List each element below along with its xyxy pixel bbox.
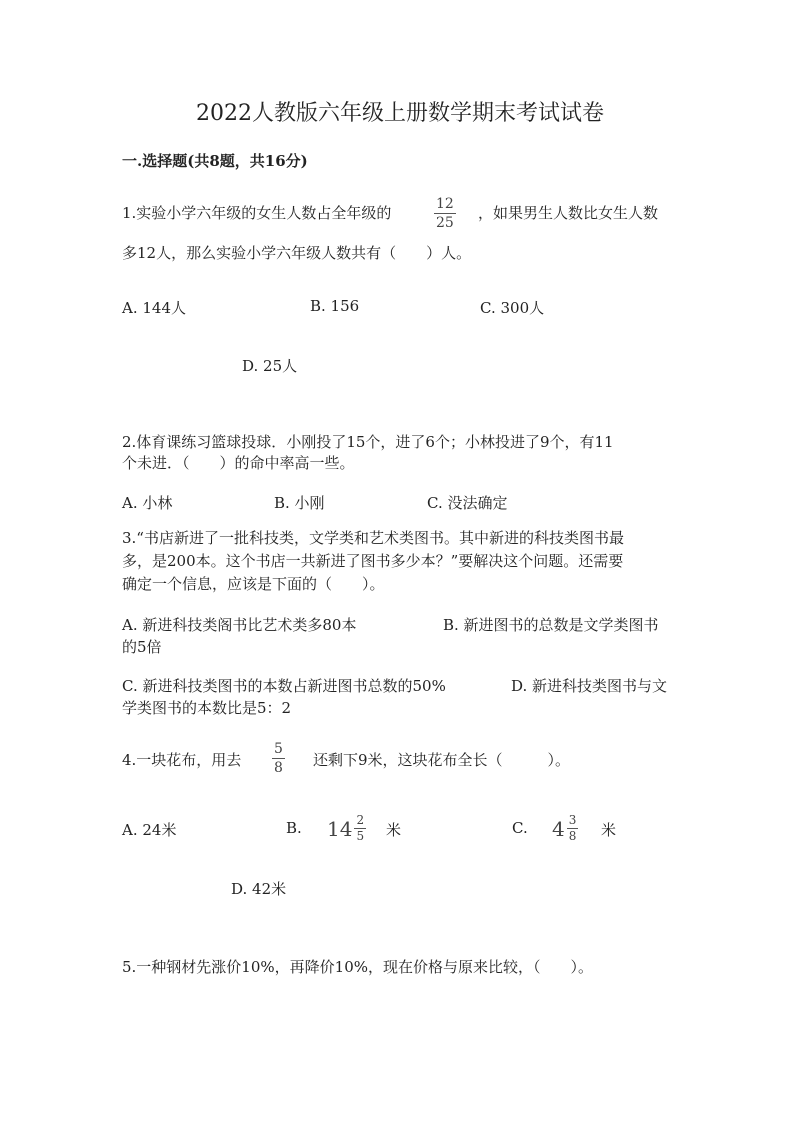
q2-option-c[interactable]: C. 没法确定 [427,494,508,512]
q5-text-line1: 5.一种钢材先涨价10%，再降价10%，现在价格与原来比较，（ ）。 [122,958,593,976]
page-title: 2022人教版六年级上册数学期末考试试卷 [196,101,604,126]
q3-text-line3: 确定一个信息，应该是下面的（ ）。 [122,575,385,593]
q3-text-line2: 多，是200本。这个书店一共新进了图书多少本？”要解决这个问题。还需要 [122,552,624,570]
q4-option-a[interactable]: A. 24米 [122,821,177,839]
q2-option-b[interactable]: B. 小刚 [274,494,325,512]
q1-text-line1a: 1.实验小学六年级的女生人数占全年级的 [122,204,392,222]
fraction-bar [434,213,456,214]
q3-option-a[interactable]: A. 新进科技类阁书比艺术类多80本 [122,616,357,634]
q4-option-c-unit: 米 [601,821,617,839]
q3-text-line1: 3.“书店新进了一批科技类，文学类和艺术类图书。其中新进的科技类图书最 [122,529,624,547]
section-heading: 一.选择题(共8题，共16分) [122,152,308,170]
q3-option-d[interactable]: D. 新进科技类图书与文 [511,677,668,695]
q1-option-c[interactable]: C. 300人 [480,299,545,317]
mixed-denominator: 8 [568,829,577,843]
q4-option-d[interactable]: D. 42米 [231,880,287,898]
mixed-numerator: 2 [356,813,365,827]
q4-fraction-denominator: 8 [274,760,283,776]
q2-option-a[interactable]: A. 小林 [122,494,173,512]
q1-option-b[interactable]: B. 156 [310,297,360,315]
q4-text-b: 还剩下9米，这块花布全长（ ）。 [313,751,571,769]
mixed-fraction [567,814,579,843]
q4-option-b-value [327,814,366,843]
mixed-denominator: 5 [356,829,365,843]
q4-option-c-label[interactable]: C. [512,819,528,837]
fraction-bar [272,758,285,759]
q4-option-b-label[interactable]: B. [286,819,302,837]
q4-text-a: 4.一块花布，用去 [122,751,242,769]
q3-option-b-continued: 的5倍 [122,638,162,656]
q1-text-line2: 多12人，那么实验小学六年级人数共有（ ）人。 [122,244,472,262]
q2-text-line1: 2.体育课练习篮球投球．小刚投了15个，进了6个；小林投进了9个，有11 [122,433,614,451]
q4-option-c-value [552,814,578,843]
q1-fraction [434,196,456,231]
q1-option-a[interactable]: A. 144人 [122,299,186,317]
q3-option-b[interactable]: B. 新进图书的总数是文学类图书 [443,616,659,634]
q1-fraction-numerator: 12 [436,196,454,212]
q1-text-line1b: ，如果男生人数比女生人数 [478,204,659,222]
q3-option-d-continued: 学类图书的本数比是5：2 [122,699,292,717]
mixed-fraction [354,814,366,843]
q4-fraction-numerator: 5 [274,741,283,757]
mixed-whole: 4 [552,816,565,841]
mixed-whole: 14 [327,816,353,841]
q1-fraction-denominator: 25 [436,215,454,231]
q2-text-line2: 个未进．（ ）的命中率高一些。 [122,454,355,472]
q1-option-d[interactable]: D. 25人 [242,357,298,375]
q4-fraction [272,741,285,776]
q3-option-c[interactable]: C. 新进科技类图书的本数占新进图书总数的50% [122,677,446,695]
q4-option-b-unit: 米 [386,821,402,839]
mixed-numerator: 3 [568,813,577,827]
